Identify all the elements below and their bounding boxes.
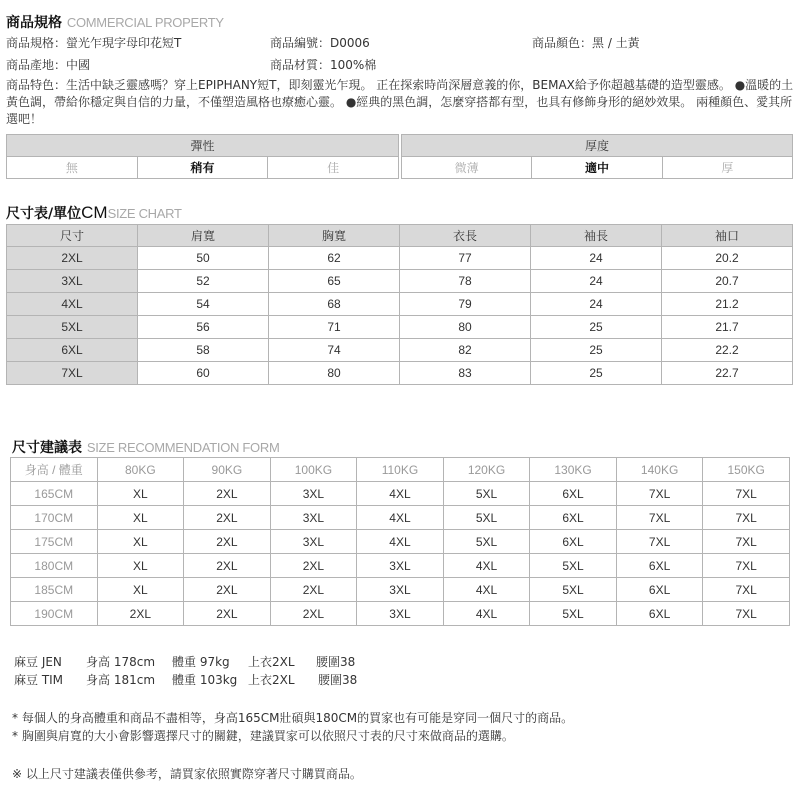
recommended-size: XL <box>97 554 184 578</box>
size-chart-row <box>7 293 793 316</box>
disclaimer: ※ 以上尺寸建議表僅供參考，請買家依照實際穿著尺寸購買商品。 <box>12 767 362 781</box>
elasticity-options <box>7 157 399 179</box>
recommended-size: 2XL <box>270 554 357 578</box>
recommended-size: 6XL <box>616 602 703 626</box>
size-cell: 22.2 <box>662 339 793 362</box>
recommendation-title-en: SIZE RECOMMENDATION FORM <box>86 440 280 455</box>
model-weight: 體重 103kg <box>172 673 238 687</box>
model-row <box>14 671 357 689</box>
size-cell: 21.2 <box>662 293 793 316</box>
size-chart-row <box>7 316 793 339</box>
recommended-size: 7XL <box>616 530 703 554</box>
product-code: 商品編號：D0006 <box>270 36 370 50</box>
recommended-size: 4XL <box>357 506 444 530</box>
recommended-size: 6XL <box>530 530 617 554</box>
recommended-size: 2XL <box>184 506 271 530</box>
recommended-size: XL <box>97 506 184 530</box>
thickness-option-selected: 適中 <box>532 157 662 179</box>
recommended-size: 5XL <box>443 530 530 554</box>
size-label: 6XL <box>7 339 138 362</box>
size-cell: 80 <box>269 362 400 385</box>
property-title-en: COMMERCIAL PROPERTY <box>66 15 224 30</box>
size-chart-column-header: 袖口 <box>662 225 793 247</box>
recommended-size: 2XL <box>184 578 271 602</box>
product-description: 商品特色：生活中缺乏靈感嗎？穿上EPIPHANY短T，即刻靈光乍現。 正在探索時尚深層意義的你，BEMAX給予你超越基礎的造型靈感。 ●溫暖的土黃色調，帶給你穩定與自信的力量，不僅塑造風格也療癒心靈。 ●經典的黑色調，怎麼穿搭都有型，也具有修飾身形的絕妙效果。 兩種顏色、愛其所選吧！ <box>6 78 794 126</box>
elasticity-header: 彈性 <box>7 135 399 157</box>
size-cell: 60 <box>138 362 269 385</box>
recommended-size: 5XL <box>530 554 617 578</box>
size-cell: 74 <box>269 339 400 362</box>
size-label: 4XL <box>7 293 138 316</box>
size-chart-header-row <box>7 225 793 247</box>
product-material: 商品材質：100%棉 <box>270 58 377 72</box>
size-cell: 68 <box>269 293 400 316</box>
recommended-size: 3XL <box>357 602 444 626</box>
size-chart-row <box>7 339 793 362</box>
recommended-size: 7XL <box>616 482 703 506</box>
elasticity-option: 無 <box>7 157 138 179</box>
recommendation-column-header: 80KG <box>97 458 184 482</box>
size-chart-row <box>7 247 793 270</box>
recommendation-row <box>11 482 790 506</box>
size-label: 7XL <box>7 362 138 385</box>
size-cell: 21.7 <box>662 316 793 339</box>
size-chart-column-header: 肩寬 <box>138 225 269 247</box>
recommendation-row <box>11 602 790 626</box>
elasticity-table <box>6 134 399 179</box>
size-cell: 71 <box>269 316 400 339</box>
model-height: 身高 181cm <box>86 673 156 687</box>
recommended-size: 5XL <box>530 578 617 602</box>
recommendation-column-header: 90KG <box>184 458 271 482</box>
size-cell: 56 <box>138 316 269 339</box>
recommended-size: 3XL <box>270 530 357 554</box>
note-1: * 每個人的身高體重和商品不盡相等，身高165CM壯碩與180CM的買家也有可能是穿同一個尺寸的商品。 <box>12 711 574 725</box>
size-chart-title: 尺寸表/單位 <box>6 206 82 222</box>
recommendation-title: 尺寸建議表 <box>12 440 82 456</box>
size-cell: 25 <box>531 339 662 362</box>
elasticity-option-selected: 稍有 <box>137 157 268 179</box>
recommendation-row <box>11 554 790 578</box>
recommendation-header-row <box>11 458 790 482</box>
height-label: 165CM <box>11 482 98 506</box>
recommended-size: 2XL <box>97 602 184 626</box>
size-chart-column-header: 衣長 <box>400 225 531 247</box>
recommended-size: 6XL <box>530 482 617 506</box>
recommended-size: 2XL <box>270 602 357 626</box>
height-label: 185CM <box>11 578 98 602</box>
recommendation-section-title <box>12 437 280 457</box>
recommended-size: XL <box>97 578 184 602</box>
model-height: 身高 178cm <box>86 655 156 669</box>
recommended-size: 6XL <box>616 554 703 578</box>
recommended-size: 7XL <box>703 554 790 578</box>
size-label: 3XL <box>7 270 138 293</box>
recommended-size: 2XL <box>184 530 271 554</box>
size-chart-column-header: 胸寬 <box>269 225 400 247</box>
model-waist: 腰圍38 <box>318 673 358 687</box>
size-chart-row <box>7 362 793 385</box>
size-cell: 58 <box>138 339 269 362</box>
thickness-header: 厚度 <box>402 135 793 157</box>
thickness-table <box>401 134 793 179</box>
product-spec: 商品規格：螢光乍現字母印花短T <box>6 36 182 50</box>
thickness-option: 厚 <box>662 157 792 179</box>
recommendation-column-header: 身高 / 體重 <box>11 458 98 482</box>
model-info <box>14 653 357 689</box>
note-2: * 胸圍與肩寬的大小會影響選擇尺寸的關鍵，建議買家可以依照尺寸表的尺寸來做商品的選購。 <box>12 729 514 743</box>
recommended-size: 3XL <box>357 578 444 602</box>
recommended-size: 4XL <box>443 602 530 626</box>
size-cell: 82 <box>400 339 531 362</box>
recommendation-column-header: 130KG <box>530 458 617 482</box>
recommended-size: 2XL <box>184 554 271 578</box>
size-cell: 25 <box>531 362 662 385</box>
size-cell: 80 <box>400 316 531 339</box>
recommendation-column-header: 120KG <box>443 458 530 482</box>
model-top-size: 上衣2XL <box>248 673 295 687</box>
recommended-size: 3XL <box>270 482 357 506</box>
recommended-size: 5XL <box>443 482 530 506</box>
thickness-option: 微薄 <box>402 157 532 179</box>
recommendation-column-header: 110KG <box>357 458 444 482</box>
recommended-size: XL <box>97 530 184 554</box>
size-cell: 22.7 <box>662 362 793 385</box>
size-chart-unit: CM <box>81 203 108 222</box>
height-label: 175CM <box>11 530 98 554</box>
recommended-size: 2XL <box>184 602 271 626</box>
recommended-size: XL <box>97 482 184 506</box>
recommended-size: 4XL <box>443 554 530 578</box>
size-cell: 24 <box>531 293 662 316</box>
size-label: 2XL <box>7 247 138 270</box>
thickness-options <box>402 157 793 179</box>
size-chart-column-header: 尺寸 <box>7 225 138 247</box>
recommended-size: 7XL <box>703 506 790 530</box>
recommendation-row <box>11 530 790 554</box>
model-name: 麻豆 JEN <box>14 655 62 669</box>
model-top-size: 上衣2XL <box>248 655 295 669</box>
size-cell: 50 <box>138 247 269 270</box>
recommended-size: 4XL <box>357 482 444 506</box>
recommended-size: 6XL <box>616 578 703 602</box>
size-cell: 62 <box>269 247 400 270</box>
recommended-size: 7XL <box>616 506 703 530</box>
size-cell: 79 <box>400 293 531 316</box>
size-chart-row <box>7 270 793 293</box>
model-weight: 體重 97kg <box>172 655 230 669</box>
model-row <box>14 653 357 671</box>
size-cell: 24 <box>531 247 662 270</box>
model-waist: 腰圍38 <box>316 655 356 669</box>
height-label: 190CM <box>11 602 98 626</box>
recommendation-column-header: 150KG <box>703 458 790 482</box>
recommendation-table <box>10 457 790 626</box>
recommended-size: 3XL <box>357 554 444 578</box>
elasticity-option: 佳 <box>268 157 399 179</box>
size-chart-column-header: 袖長 <box>531 225 662 247</box>
height-label: 180CM <box>11 554 98 578</box>
size-chart-section-title <box>6 203 182 223</box>
size-cell: 65 <box>269 270 400 293</box>
size-label: 5XL <box>7 316 138 339</box>
property-title: 商品規格 <box>6 15 62 31</box>
recommended-size: 7XL <box>703 602 790 626</box>
height-label: 170CM <box>11 506 98 530</box>
property-section-title <box>6 12 224 32</box>
product-origin: 商品產地：中國 <box>6 58 91 72</box>
recommended-size: 7XL <box>703 578 790 602</box>
size-cell: 24 <box>531 270 662 293</box>
size-cell: 20.2 <box>662 247 793 270</box>
recommendation-row <box>11 506 790 530</box>
size-chart-table <box>6 224 793 385</box>
size-cell: 83 <box>400 362 531 385</box>
recommended-size: 4XL <box>357 530 444 554</box>
recommended-size: 4XL <box>443 578 530 602</box>
size-cell: 54 <box>138 293 269 316</box>
size-cell: 20.7 <box>662 270 793 293</box>
recommended-size: 6XL <box>530 506 617 530</box>
recommendation-row <box>11 578 790 602</box>
recommended-size: 7XL <box>703 530 790 554</box>
size-cell: 78 <box>400 270 531 293</box>
recommended-size: 2XL <box>184 482 271 506</box>
size-cell: 25 <box>531 316 662 339</box>
recommendation-column-header: 100KG <box>270 458 357 482</box>
recommended-size: 5XL <box>443 506 530 530</box>
size-cell: 52 <box>138 270 269 293</box>
recommended-size: 2XL <box>270 578 357 602</box>
recommended-size: 7XL <box>703 482 790 506</box>
size-chart-title-en: SIZE CHART <box>107 206 182 221</box>
model-name: 麻豆 TIM <box>14 673 64 687</box>
recommended-size: 3XL <box>270 506 357 530</box>
recommended-size: 5XL <box>530 602 617 626</box>
size-cell: 77 <box>400 247 531 270</box>
recommendation-column-header: 140KG <box>616 458 703 482</box>
product-color: 商品顏色：黑 / 土黃 <box>532 36 640 50</box>
